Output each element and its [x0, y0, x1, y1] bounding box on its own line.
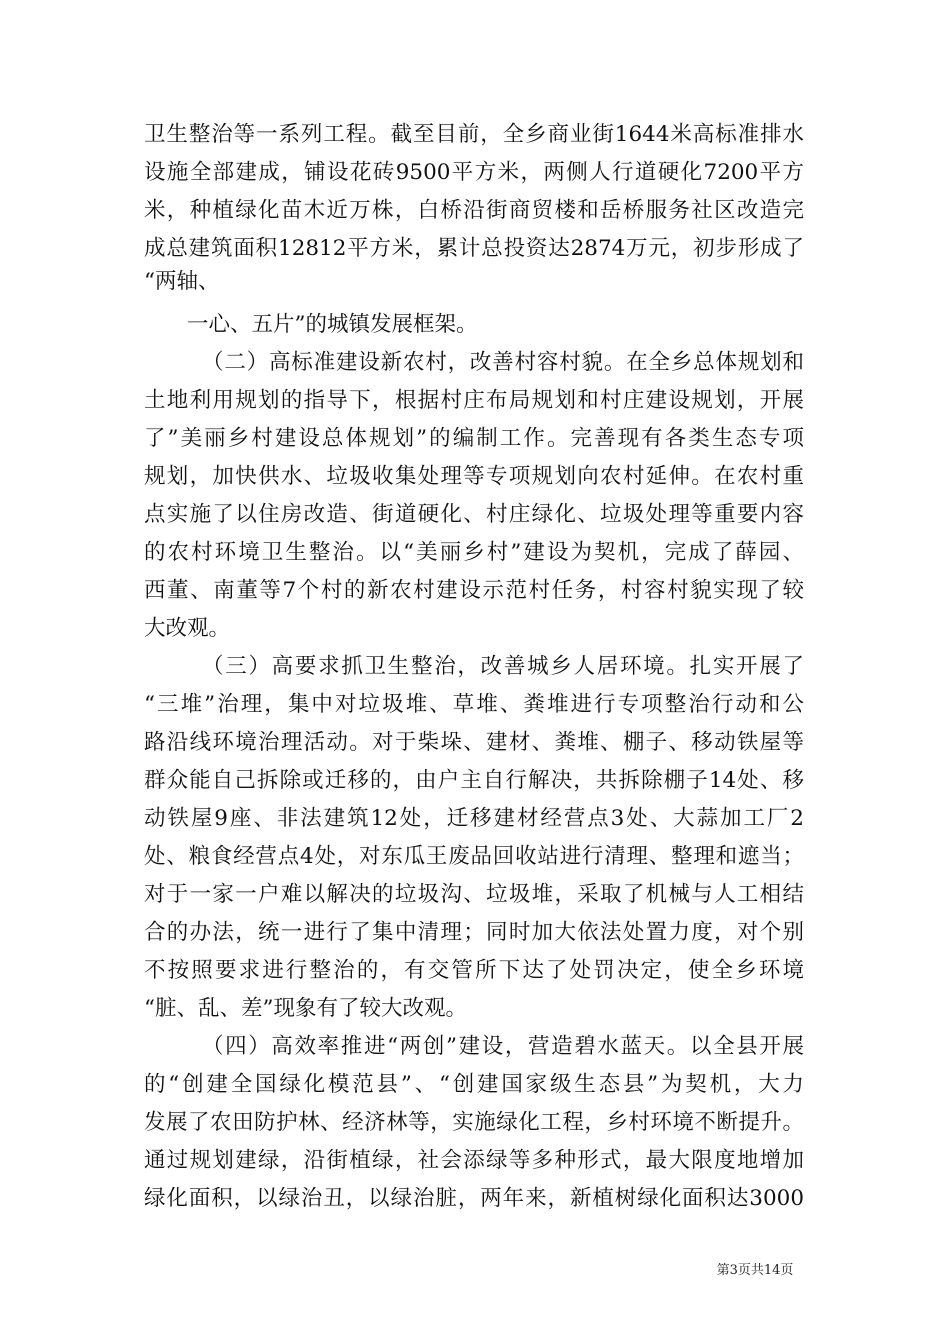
text-line: 处、粮食经营点4处，对东瓜王废品回收站进行清理、整理和遮当；: [144, 844, 804, 869]
text-line: 的“创建全国绿化模范县”、“创建国家级生态县”为契机，大力: [144, 1072, 804, 1097]
text-line: 规划，加快供水、垃圾收集处理等专项规划向农村延伸。在农村重: [144, 464, 804, 489]
paragraph-heading-line: （二）高标准建设新农村，改善村容村貌。在全乡总体规划和: [202, 350, 804, 375]
text-line: “脏、乱、差”现象有了较大改观。: [144, 996, 467, 1021]
text-line: 动铁屋9座、非法建筑12处，迁移建材经营点3处、大蒜加工厂2: [144, 806, 804, 831]
text-line: 土地利用规划的指导下，根据村庄布局规划和村庄建设规划，开展: [144, 388, 804, 413]
text-line: 绿化面积，以绿治丑，以绿治脏，两年来，新植树绿化面积达3000: [144, 1186, 804, 1211]
text-line: 的农村环境卫生整治。以“美丽乡村”建设为契机，完成了薛园、: [144, 540, 804, 565]
paragraph-heading-line: （三）高要求抓卫生整治，改善城乡人居环境。扎实开展了: [202, 654, 804, 679]
text-line: 对于一家一户难以解决的垃圾沟、垃圾堆，采取了机械与人工相结: [144, 882, 804, 907]
text-line: 卫生整治等一系列工程。截至目前，全乡商业街1644米高标准排水: [144, 122, 804, 147]
text-line: 了”美丽乡村建设总体规划”的编制工作。完善现有各类生态专项: [144, 426, 804, 451]
text-line: “三堆”治理，集中对垃圾堆、草堆、粪堆进行专项整治行动和公: [144, 692, 804, 717]
text-line: 大改观。: [144, 616, 231, 641]
text-line: 点实施了以住房改造、街道硬化、村庄绿化、垃圾处理等重要内容: [144, 502, 804, 527]
text-line: 西董、南董等7个村的新农村建设示范村任务，村容村貌实现了较: [144, 578, 804, 603]
text-line: 设施全部建成，铺设花砖9500平方米，两侧人行道硬化7200平方: [144, 160, 804, 185]
text-line: 路沿线环境治理活动。对于柴垛、建材、粪堆、棚子、移动铁屋等: [144, 730, 804, 755]
text-line: 米，种植绿化苗木近万株，白桥沿街商贸楼和岳桥服务社区改造完: [144, 198, 804, 223]
text-line: 通过规划建绿，沿街植绿，社会添绿等多种形式，最大限度地增加: [144, 1148, 804, 1173]
text-line: 合的办法，统一进行了集中清理；同时加大依法处置力度，对个别: [144, 920, 804, 945]
paragraph-heading-line: （四）高效率推进“两创”建设，营造碧水蓝天。以全县开展: [202, 1034, 804, 1059]
page-number: 第3页共14页: [716, 1263, 794, 1278]
text-line: 一心、五片”的城镇发展框架。: [187, 312, 478, 337]
text-line: 成总建筑面积12812平方米，累计总投资达2874万元，初步形成了: [144, 236, 804, 261]
text-line: “两轴、: [144, 269, 220, 294]
text-line: 群众能自己拆除或迁移的，由户主自行解决，共拆除棚子14处、移: [144, 768, 804, 793]
text-line: 不按照要求进行整治的，有交管所下达了处罚决定，使全乡环境: [144, 958, 804, 983]
text-line: 发展了农田防护林、经济林等，实施绿化工程，乡村环境不断提升。: [144, 1110, 804, 1135]
